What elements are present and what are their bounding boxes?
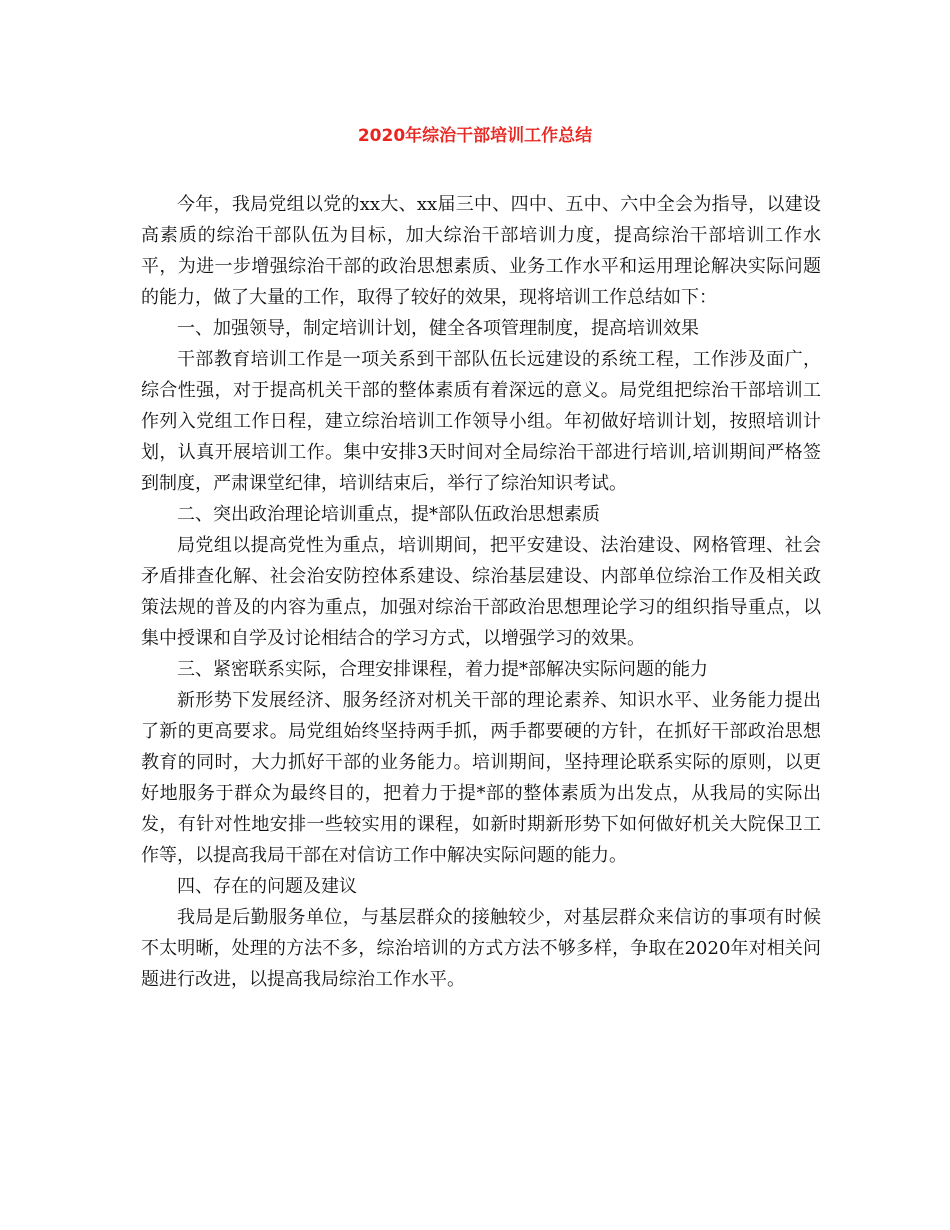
paragraph-section-3: 新形势下发展经济、服务经济对机关干部的理论素养、知识水平、业务能力提出了新的更高要求。局党组始终坚持两手抓，两手都要硬的方针，在抓好干部政治思想教育的同时，大力抓好干部的业务能力。培训期间，坚持理论联系实际的原则，以更好地服务于群众为最终目的，把着力于提*部的整体素质为出发点，从我局的实际出发，有针对性地安排一些较实用的课程，如新时期新形势下如何做好机关大院保卫工作等，以提高我局干部在对信访工作中解决实际问题的能力。: [141, 690, 821, 866]
section-heading-1: 一、加强领导，制定培训计划，健全各项管理制度，提高培训效果: [177, 318, 699, 339]
paragraph-section-2: 局党组以提高党性为重点，培训期间，把平安建设、法治建设、网格管理、社会矛盾排查化解、社会治安防控体系建设、综治基层建设、内部单位综治工作及相关政策法规的普及的内容为重点，加强对综治干部政治思想理论学习的组织指导重点，以集中授课和自学及讨论相结合的学习方式，以增强学习的效果。: [141, 535, 821, 649]
document-title: 2020年综治干部培训工作总结: [357, 126, 593, 146]
section-heading-3: 三、紧密联系实际，合理安排课程，着力提*部解决实际问题的能力: [177, 659, 708, 680]
paragraph-intro: 今年，我局党组以党的xx大、xx届三中、四中、五中、六中全会为指导，以建设高素质的综治干部队伍为目标，加大综治干部培训力度，提高综治干部培训工作水平，为进一步增强综治干部的政治思想素质、业务工作水平和运用理论解决实际问题的能力，做了大量的工作，取得了较好的效果，现将培训工作总结如下：: [141, 194, 821, 308]
section-heading-4: 四、存在的问题及建议: [177, 876, 357, 897]
paragraph-section-4: 我局是后勤服务单位，与基层群众的接触较少，对基层群众来信访的事项有时候不太明晰，处理的方法不多，综治培训的方式方法不够多样，争取在2020年对相关问题进行改进，以提高我局综治工作水平。: [141, 907, 821, 990]
paragraph-section-1: 干部教育培训工作是一项关系到干部队伍长远建设的系统工程，工作涉及面广，综合性强，对于提高机关干部的整体素质有着深远的意义。局党组把综治干部培训工作列入党组工作日程，建立综治培训工作领导小组。年初做好培训计划，按照培训计划，认真开展培训工作。集中安排3天时间对全局综治干部进行培训,培训期间严格签到制度，严肃课堂纪律，培训结束后，举行了综治知识考试。: [141, 349, 821, 494]
document-body: [141, 189, 821, 995]
section-heading-2: 二、突出政治理论培训重点，提*部队伍政治思想素质: [177, 504, 600, 525]
